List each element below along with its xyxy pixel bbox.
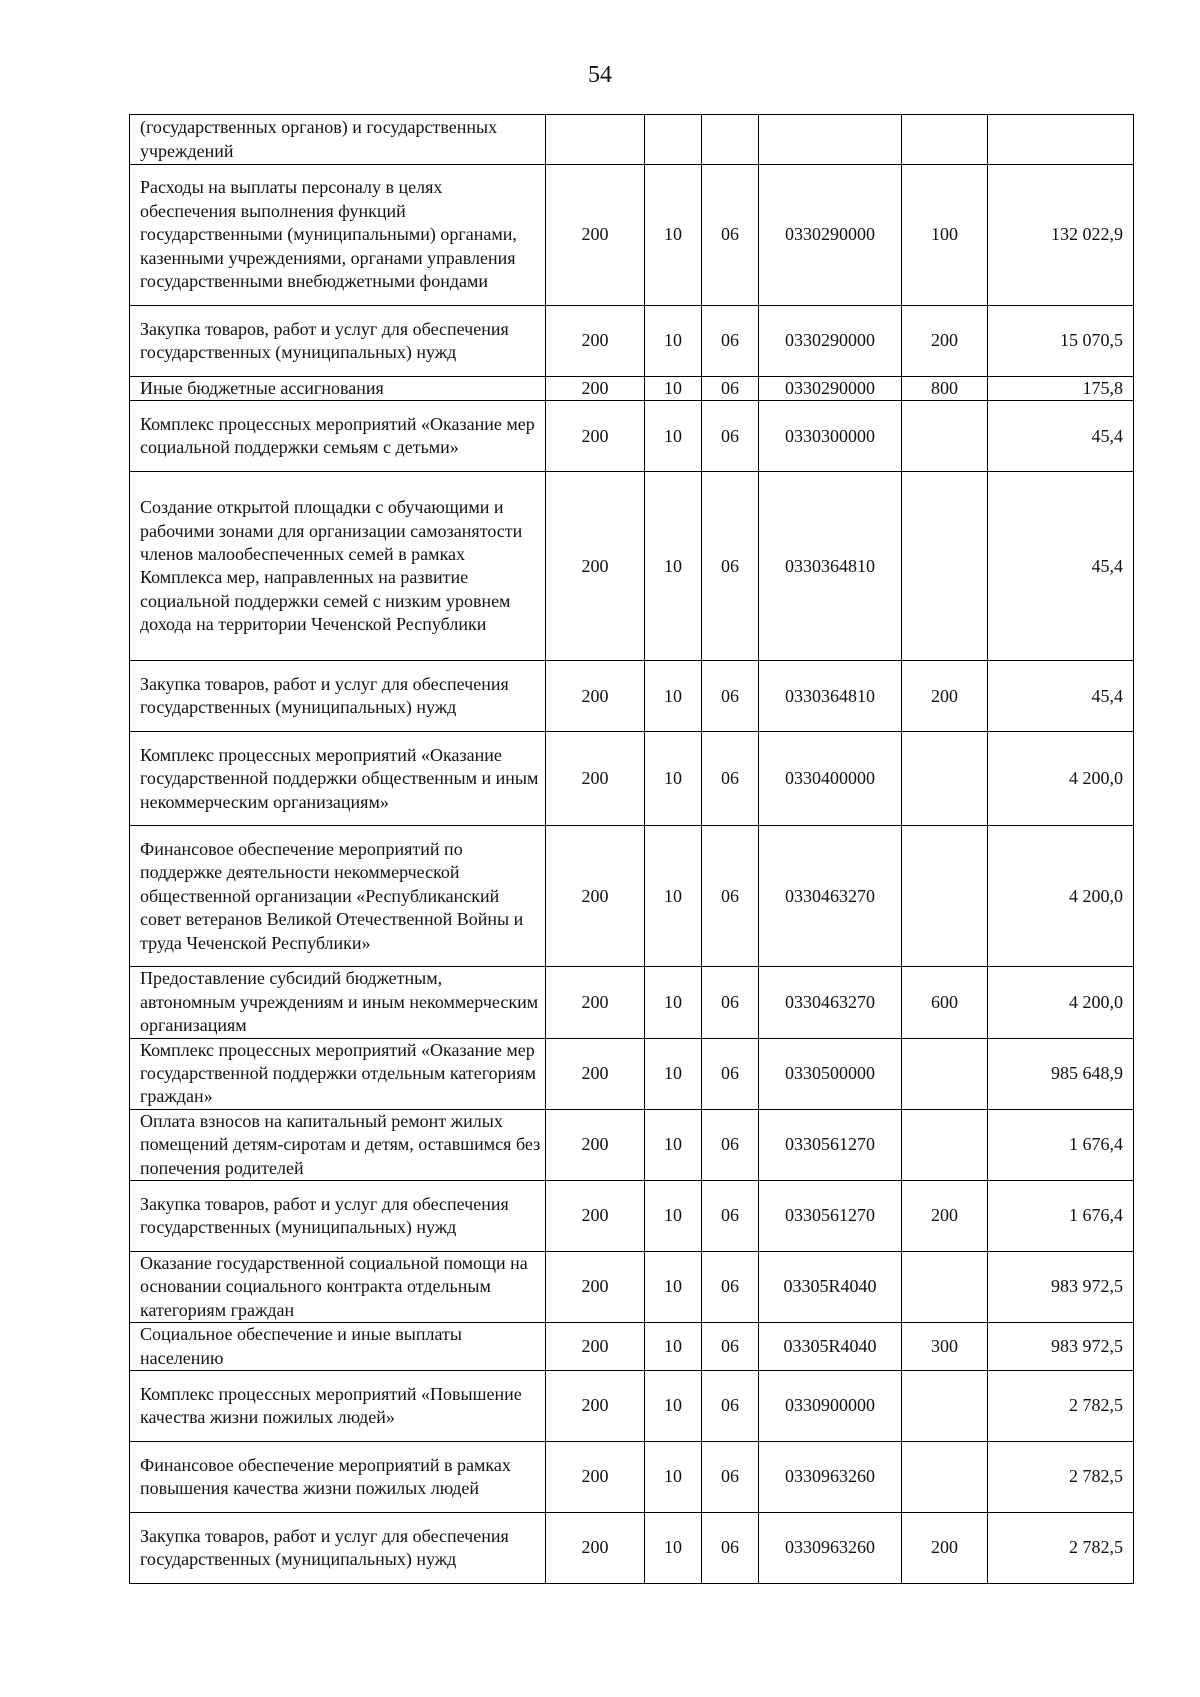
amount-cell: 15 070,5	[988, 306, 1134, 377]
target-article-code-cell: 0330290000	[759, 165, 902, 306]
subsection-code-cell: 06	[702, 1371, 759, 1442]
table-row	[130, 1181, 1134, 1252]
table-row	[130, 1371, 1134, 1442]
amount-cell: 2 782,5	[988, 1442, 1134, 1513]
target-article-code-cell: 0330900000	[759, 1371, 902, 1442]
expense-type-code-cell: 600	[902, 967, 988, 1038]
expense-type-code-cell	[902, 826, 988, 967]
table-row	[130, 826, 1134, 967]
target-article-code-cell: 0330963260	[759, 1513, 902, 1584]
budget-table	[129, 114, 1134, 1584]
subsection-code-cell: 06	[702, 732, 759, 826]
subsection-code-cell: 06	[702, 1181, 759, 1252]
page-number: 54	[588, 62, 612, 88]
expense-name-cell: (государственных органов) и государственных учреждений	[130, 115, 546, 165]
target-article-code-cell: 0330561270	[759, 1181, 902, 1252]
section-code-cell: 10	[645, 377, 702, 401]
section-code-cell: 10	[645, 401, 702, 472]
section-code-cell: 10	[645, 165, 702, 306]
table-row	[130, 1323, 1134, 1371]
expense-type-code-cell	[902, 115, 988, 165]
target-article-code-cell: 0330963260	[759, 1442, 902, 1513]
expense-name-cell: Создание открытой площадки с обучающими и рабочими зонами для организации самозанятости членов малообеспеченных семей в рамках Комплекса мер, направленных на развитие социальной поддержки семей с низким уровнем дохода на территории Чеченской Республики	[130, 472, 546, 661]
section-code-cell: 10	[645, 1371, 702, 1442]
amount-cell: 4 200,0	[988, 826, 1134, 967]
amount-cell: 45,4	[988, 661, 1134, 732]
target-article-code-cell: 03305R4040	[759, 1323, 902, 1371]
amount-cell: 1 676,4	[988, 1109, 1134, 1180]
target-article-code-cell: 0330290000	[759, 377, 902, 401]
ministry-code-cell: 200	[546, 472, 645, 661]
section-code-cell: 10	[645, 472, 702, 661]
section-code-cell: 10	[645, 1513, 702, 1584]
ministry-code-cell: 200	[546, 1513, 645, 1584]
subsection-code-cell: 06	[702, 472, 759, 661]
table-row	[130, 1109, 1134, 1180]
subsection-code-cell: 06	[702, 1323, 759, 1371]
expense-name-cell: Расходы на выплаты персоналу в целях обеспечения выполнения функций государственными (муниципальными) органами, казенными учреждениями, органами управления государственными внебюджетными фондами	[130, 165, 546, 306]
expense-type-code-cell	[902, 1371, 988, 1442]
target-article-code-cell: 0330400000	[759, 732, 902, 826]
expense-type-code-cell: 200	[902, 1181, 988, 1252]
budget-table-body	[130, 115, 1134, 1584]
expense-type-code-cell	[902, 1109, 988, 1180]
amount-cell: 4 200,0	[988, 967, 1134, 1038]
amount-cell: 1 676,4	[988, 1181, 1134, 1252]
table-row	[130, 1252, 1134, 1323]
subsection-code-cell: 06	[702, 1513, 759, 1584]
expense-name-cell: Оплата взносов на капитальный ремонт жилых помещений детям-сиротам и детям, оставшимся без попечения родителей	[130, 1109, 546, 1180]
table-row	[130, 472, 1134, 661]
expense-type-code-cell	[902, 1038, 988, 1109]
section-code-cell: 10	[645, 1323, 702, 1371]
expense-name-cell: Закупка товаров, работ и услуг для обеспечения государственных (муниципальных) нужд	[130, 1181, 546, 1252]
target-article-code-cell: 0330300000	[759, 401, 902, 472]
table-row	[130, 401, 1134, 472]
subsection-code-cell: 06	[702, 306, 759, 377]
subsection-code-cell: 06	[702, 967, 759, 1038]
section-code-cell: 10	[645, 1181, 702, 1252]
expense-name-cell: Финансовое обеспечение мероприятий по поддержке деятельности некоммерческой общественной организации «Республиканский совет ветеранов Великой Отечественной Войны и труда Чеченской Республики»	[130, 826, 546, 967]
subsection-code-cell: 06	[702, 661, 759, 732]
ministry-code-cell: 200	[546, 1181, 645, 1252]
expense-name-cell: Комплекс процессных мероприятий «Оказание государственной поддержки общественным и иным некоммерческим организациям»	[130, 732, 546, 826]
amount-cell: 983 972,5	[988, 1252, 1134, 1323]
section-code-cell: 10	[645, 967, 702, 1038]
expense-type-code-cell: 200	[902, 1513, 988, 1584]
expense-type-code-cell: 100	[902, 165, 988, 306]
subsection-code-cell	[702, 115, 759, 165]
amount-cell: 45,4	[988, 401, 1134, 472]
target-article-code-cell: 0330364810	[759, 661, 902, 732]
ministry-code-cell: 200	[546, 377, 645, 401]
subsection-code-cell: 06	[702, 377, 759, 401]
ministry-code-cell: 200	[546, 967, 645, 1038]
section-code-cell: 10	[645, 661, 702, 732]
expense-name-cell: Социальное обеспечение и иные выплаты населению	[130, 1323, 546, 1371]
subsection-code-cell: 06	[702, 826, 759, 967]
table-row	[130, 661, 1134, 732]
subsection-code-cell: 06	[702, 165, 759, 306]
amount-cell: 2 782,5	[988, 1371, 1134, 1442]
ministry-code-cell: 200	[546, 1323, 645, 1371]
target-article-code-cell: 0330364810	[759, 472, 902, 661]
expense-type-code-cell: 200	[902, 306, 988, 377]
expense-name-cell: Финансовое обеспечение мероприятий в рамках повышения качества жизни пожилых людей	[130, 1442, 546, 1513]
expense-name-cell: Закупка товаров, работ и услуг для обеспечения государственных (муниципальных) нужд	[130, 1513, 546, 1584]
target-article-code-cell: 0330500000	[759, 1038, 902, 1109]
ministry-code-cell: 200	[546, 165, 645, 306]
expense-name-cell: Закупка товаров, работ и услуг для обеспечения государственных (муниципальных) нужд	[130, 661, 546, 732]
table-row	[130, 1513, 1134, 1584]
section-code-cell	[645, 115, 702, 165]
amount-cell: 132 022,9	[988, 165, 1134, 306]
section-code-cell: 10	[645, 1442, 702, 1513]
expense-type-code-cell	[902, 732, 988, 826]
ministry-code-cell: 200	[546, 1109, 645, 1180]
ministry-code-cell: 200	[546, 1252, 645, 1323]
amount-cell	[988, 115, 1134, 165]
amount-cell: 983 972,5	[988, 1323, 1134, 1371]
target-article-code-cell: 0330290000	[759, 306, 902, 377]
amount-cell: 4 200,0	[988, 732, 1134, 826]
target-article-code-cell: 0330463270	[759, 826, 902, 967]
table-row	[130, 732, 1134, 826]
expense-type-code-cell: 800	[902, 377, 988, 401]
expense-name-cell: Оказание государственной социальной помощи на основании социального контракта отдельным категориям граждан	[130, 1252, 546, 1323]
ministry-code-cell: 200	[546, 661, 645, 732]
table-row	[130, 1442, 1134, 1513]
amount-cell: 45,4	[988, 472, 1134, 661]
ministry-code-cell: 200	[546, 1371, 645, 1442]
expense-type-code-cell: 200	[902, 661, 988, 732]
expense-name-cell: Комплекс процессных мероприятий «Повышение качества жизни пожилых людей»	[130, 1371, 546, 1442]
section-code-cell: 10	[645, 306, 702, 377]
expense-name-cell: Закупка товаров, работ и услуг для обеспечения государственных (муниципальных) нужд	[130, 306, 546, 377]
expense-name-cell: Комплекс процессных мероприятий «Оказание мер государственной поддержки отдельным категориям граждан»	[130, 1038, 546, 1109]
expense-type-code-cell	[902, 401, 988, 472]
expense-name-cell: Иные бюджетные ассигнования	[130, 377, 546, 401]
expense-type-code-cell: 300	[902, 1323, 988, 1371]
section-code-cell: 10	[645, 732, 702, 826]
expense-type-code-cell	[902, 1252, 988, 1323]
subsection-code-cell: 06	[702, 1109, 759, 1180]
table-row	[130, 115, 1134, 165]
table-row	[130, 1038, 1134, 1109]
ministry-code-cell: 200	[546, 732, 645, 826]
amount-cell: 2 782,5	[988, 1513, 1134, 1584]
expense-name-cell: Предоставление субсидий бюджетным, автономным учреждениям и иным некоммерческим организациям	[130, 967, 546, 1038]
subsection-code-cell: 06	[702, 1252, 759, 1323]
ministry-code-cell	[546, 115, 645, 165]
subsection-code-cell: 06	[702, 1038, 759, 1109]
ministry-code-cell: 200	[546, 401, 645, 472]
section-code-cell: 10	[645, 1038, 702, 1109]
section-code-cell: 10	[645, 1109, 702, 1180]
target-article-code-cell	[759, 115, 902, 165]
table-row	[130, 967, 1134, 1038]
ministry-code-cell: 200	[546, 306, 645, 377]
ministry-code-cell: 200	[546, 1038, 645, 1109]
expense-name-cell: Комплекс процессных мероприятий «Оказание мер социальной поддержки семьям с детьми»	[130, 401, 546, 472]
amount-cell: 175,8	[988, 377, 1134, 401]
subsection-code-cell: 06	[702, 1442, 759, 1513]
table-row	[130, 377, 1134, 401]
section-code-cell: 10	[645, 826, 702, 967]
section-code-cell: 10	[645, 1252, 702, 1323]
subsection-code-cell: 06	[702, 401, 759, 472]
expense-type-code-cell	[902, 472, 988, 661]
table-row	[130, 165, 1134, 306]
target-article-code-cell: 0330561270	[759, 1109, 902, 1180]
expense-type-code-cell	[902, 1442, 988, 1513]
table-row	[130, 306, 1134, 377]
target-article-code-cell: 0330463270	[759, 967, 902, 1038]
amount-cell: 985 648,9	[988, 1038, 1134, 1109]
ministry-code-cell: 200	[546, 1442, 645, 1513]
target-article-code-cell: 03305R4040	[759, 1252, 902, 1323]
ministry-code-cell: 200	[546, 826, 645, 967]
